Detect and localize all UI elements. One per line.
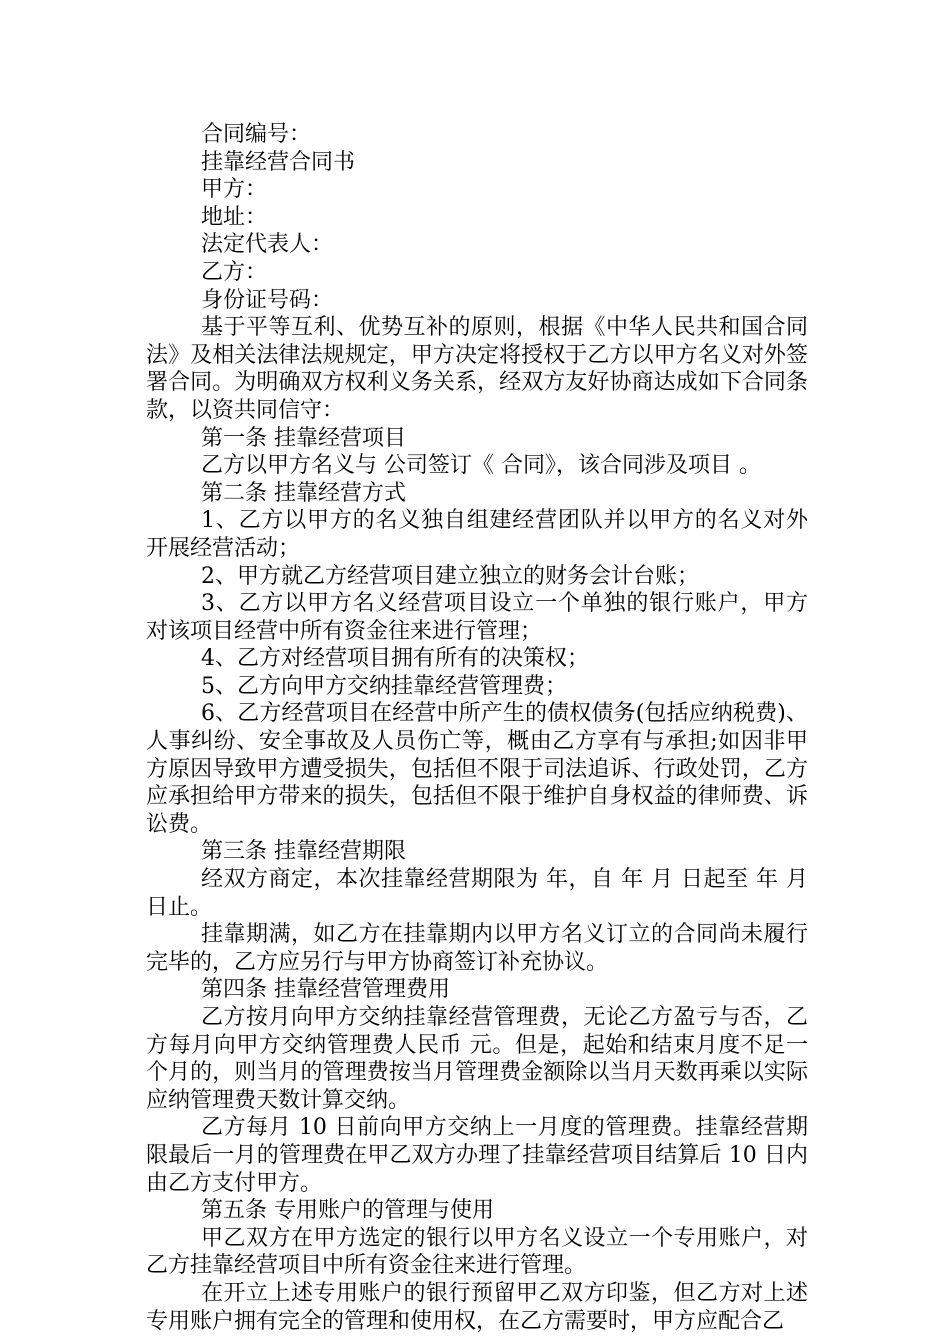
article-4-paragraph-1: 乙方按月向甲方交纳挂靠经营管理费，无论乙方盈亏与否，乙方每月向甲方交纳管理费人民币 元。但是，起始和结束月度不足一个月的，则当月的管理费按当月管理费金额除以当月天数再乘以实际应纳管理费天数计算交纳。 bbox=[146, 1005, 808, 1113]
contract-title: 挂靠经营合同书 bbox=[201, 149, 356, 175]
article-1-title: 第一条 挂靠经营项目 bbox=[201, 425, 406, 451]
article-2-item-2: 2、甲方就乙方经营项目建立独立的财务会计台账； bbox=[201, 563, 699, 589]
legal-representative-line: 法定代表人： bbox=[201, 232, 334, 258]
article-4-paragraph-2: 乙方每月 10 日前向甲方交纳上一月度的管理费。挂靠经营期限最后一月的管理费在甲乙双方办理了挂靠经营项目结算后 10 日内由乙方支付甲方。 bbox=[146, 1115, 808, 1196]
article-2-item-4: 4、乙方对经营项目拥有所有的决策权； bbox=[201, 646, 589, 672]
article-3-title: 第三条 挂靠经营期限 bbox=[201, 839, 406, 865]
article-2-item-6: 6、乙方经营项目在经营中所产生的债权债务(包括应纳税费)、人事纠纷、安全事故及人员伤亡等，概由乙方享有与承担;如因非甲方原因导致甲方遭受损失，包括但不限于司法追诉、行政处罚，乙方应承担给甲方带来的损失，包括但不限于维护自身权益的律师费、诉讼费。 bbox=[146, 701, 808, 837]
party-a-line: 甲方： bbox=[201, 177, 268, 203]
article-3-paragraph-1: 经双方商定，本次挂靠经营期限为 年，自 年 月 日起至 年 月 日止。 bbox=[146, 867, 808, 920]
article-5-title: 第五条 专用账户的管理与使用 bbox=[201, 1198, 494, 1224]
contract-document bbox=[146, 121, 808, 1335]
article-1-paragraph: 乙方以甲方名义与 公司签订《 合同》，该合同涉及项目 。 bbox=[201, 453, 761, 479]
article-2-item-5: 5、乙方向甲方交纳挂靠经营管理费； bbox=[201, 673, 567, 699]
article-2-title: 第二条 挂靠经营方式 bbox=[201, 480, 406, 506]
contract-number-line: 合同编号： bbox=[201, 122, 312, 147]
party-b-line: 乙方： bbox=[201, 259, 268, 285]
article-4-title: 第四条 挂靠经营管理费用 bbox=[201, 977, 450, 1003]
article-3-paragraph-2: 挂靠期满，如乙方在挂靠期内以甲方名义订立的合同尚未履行完毕的，乙方应另行与甲方协商签订补充协议。 bbox=[146, 922, 808, 975]
article-5-paragraph-1: 甲乙双方在甲方选定的银行以甲方名义设立一个专用账户，对乙方挂靠经营项目中所有资金往来进行管理。 bbox=[146, 1225, 808, 1279]
address-line: 地址： bbox=[201, 204, 268, 230]
preamble-paragraph: 基于平等互利、优势互补的原则，根据《中华人民共和国合同法》及相关法律法规规定，甲方决定将授权于乙方以甲方名义对外签署合同。为明确双方权利义务关系，经双方友好协商达成如下合同条款，以资共同信守： bbox=[146, 315, 808, 423]
article-5-paragraph-2: 在开立上述专用账户的银行预留甲乙双方印鉴，但乙方对上述专用账户拥有完全的管理和使用权，在乙方需要时，甲方应配合乙 bbox=[146, 1280, 808, 1334]
article-2-item-3: 3、乙方以甲方名义经营项目设立一个单独的银行账户，甲方对该项目经营中所有资金往来进行管理； bbox=[146, 591, 808, 644]
article-2-item-1: 1、乙方以甲方的名义独自组建经营团队并以甲方的名义对外开展经营活动； bbox=[146, 508, 808, 561]
id-number-line: 身份证号码： bbox=[201, 287, 334, 313]
